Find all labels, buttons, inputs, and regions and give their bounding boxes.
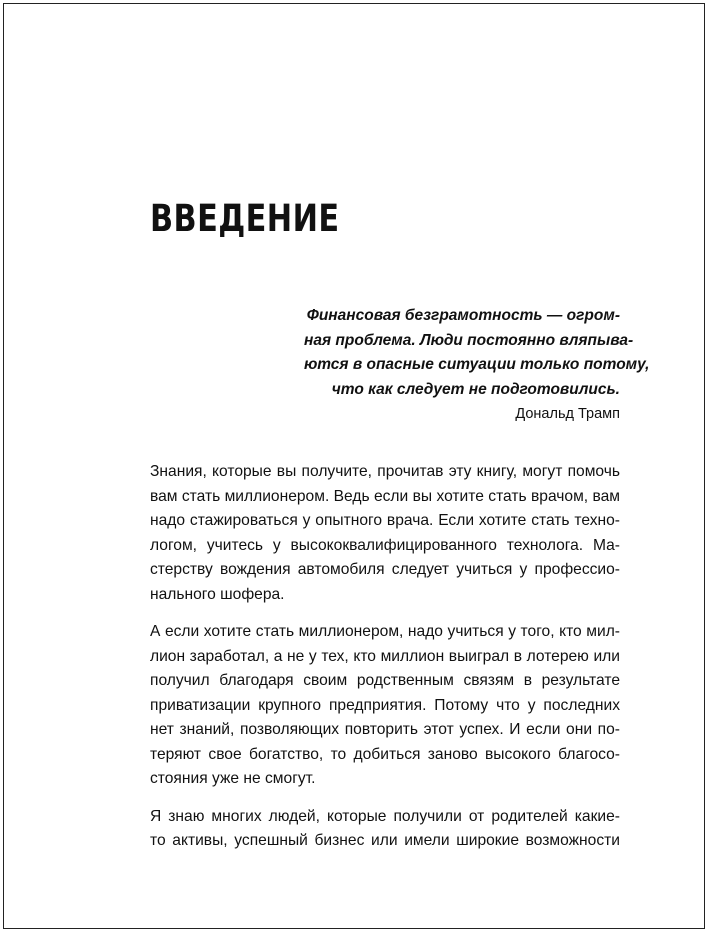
epigraph-line: что как следует не подготовились. xyxy=(331,380,620,398)
epigraph-line: ная проблема. Люди постоянно вляпыва- xyxy=(304,331,634,349)
body-text xyxy=(150,460,620,867)
text-line: логом, учитесь у высококвалифицированного технолога. Ма- xyxy=(150,536,620,554)
text-line: А если хотите стать миллионером, надо учиться у того, кто мил- xyxy=(150,623,620,640)
epigraph-author: Дональд Трамп xyxy=(515,406,620,422)
epigraph-line: ются в опасные ситуации только потому, xyxy=(304,356,650,373)
epigraph-quote xyxy=(304,304,650,402)
paragraph xyxy=(150,460,620,607)
text-line: лион заработал, а не у тех, кто миллион выиграл в лотерею или xyxy=(150,647,620,665)
text-line: получил благодаря своим родственным связям в результате xyxy=(150,672,620,689)
text-line: стояния уже не смогут. xyxy=(150,770,316,787)
book-page xyxy=(3,3,705,929)
text-line: вам стать миллионером. Ведь если вы хотите стать врачом, вам xyxy=(150,487,620,505)
paragraph xyxy=(150,620,620,792)
text-line: стерству вождения автомобиля следует учиться у профессио- xyxy=(150,561,620,578)
text-line: Знания, которые вы получите, прочитав эту книгу, могут помочь xyxy=(150,463,620,480)
chapter-title: ВВЕДЕНИЕ xyxy=(150,197,340,240)
text-line: теряют свое богатство, то добиться заново высокого благосо- xyxy=(150,745,620,763)
epigraph-line: Финансовая безграмотность — огром- xyxy=(306,307,620,324)
text-line: Я знаю многих людей, которые получили от родителей какие- xyxy=(150,807,620,825)
epigraph xyxy=(304,304,650,422)
text-line: приватизации крупного предприятия. Потому что у последних xyxy=(150,696,620,714)
paragraph xyxy=(150,805,620,854)
text-line: нального шофера. xyxy=(150,585,285,603)
text-line: нет знаний, позволяющих повторить этот успех. И если они по- xyxy=(150,721,620,738)
text-line: то активы, успешный бизнес или имели широкие возможности xyxy=(150,832,620,849)
text-line: надо стажироваться у опытного врача. Если хотите стать техно- xyxy=(150,512,620,529)
